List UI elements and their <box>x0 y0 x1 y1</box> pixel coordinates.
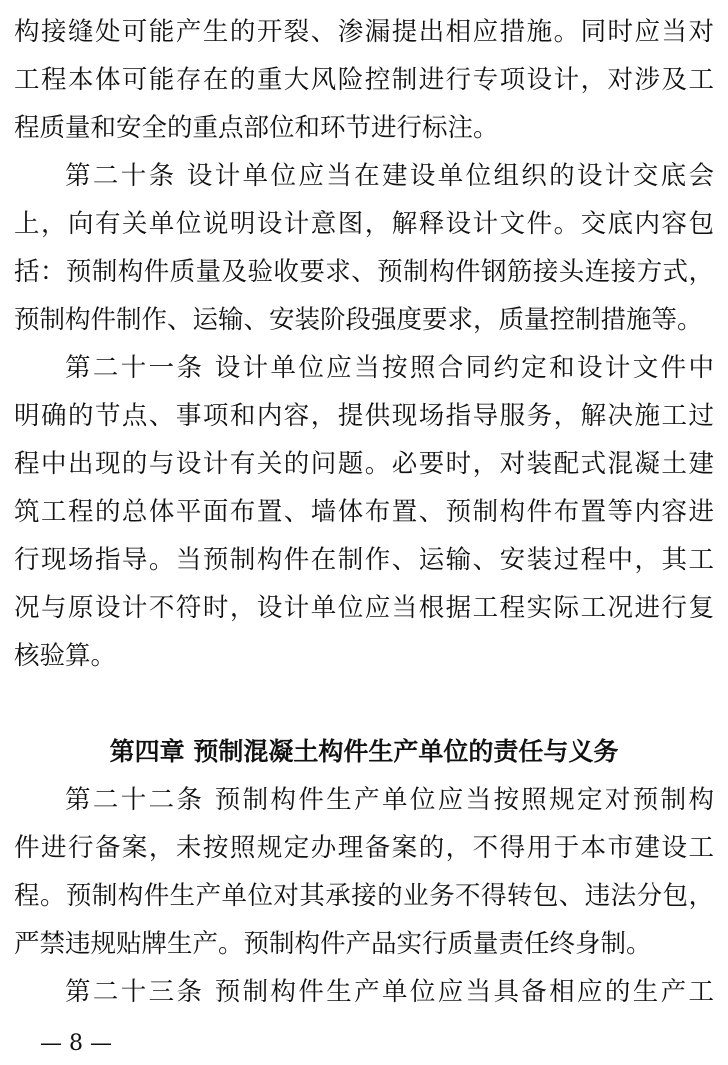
text-line: 程。预制构件生产单位对其承接的业务不得转包、违法分包， <box>14 881 714 911</box>
text-line: 构接缝处可能产生的开裂、渗漏提出相应措施。同时应当对 <box>14 17 714 47</box>
text-line: 括：预制构件质量及验收要求、预制构件钢筋接头连接方式， <box>14 257 714 287</box>
text-line: 工程本体可能存在的重大风险控制进行专项设计，对涉及工 <box>14 65 714 95</box>
text-line: 程质量和安全的重点部位和环节进行标注。 <box>14 113 499 143</box>
spacer <box>14 680 714 728</box>
text-line: 程中出现的与设计有关的问题。必要时，对装配式混凝土建 <box>14 449 714 479</box>
article-21-line: 第二十一条 设计单位应当按照合同约定和设计文件中 <box>65 353 714 383</box>
article-20-line: 第二十条 设计单位应当在建设单位组织的设计交底会 <box>65 161 714 191</box>
text-line: 件进行备案，未按照规定办理备案的，不得用于本市建设工 <box>14 833 714 863</box>
text-line: 预制构件制作、运输、安装阶段强度要求，质量控制措施等。 <box>14 305 703 335</box>
document-page <box>14 8 714 1016</box>
text-line: 上，向有关单位说明设计意图，解释设计文件。交底内容包 <box>14 209 714 239</box>
text-line: 行现场指导。当预制构件在制作、运输、安装过程中，其工 <box>14 545 714 575</box>
page-number: — 8 — <box>40 1031 112 1056</box>
text-line: 核验算。 <box>14 641 117 671</box>
text-line: 筑工程的总体平面布置、墙体布置、预制构件布置等内容进 <box>14 497 714 527</box>
text-line: 明确的节点、事项和内容，提供现场指导服务，解决施工过 <box>14 401 714 431</box>
chapter-heading: 第四章 预制混凝土构件生产单位的责任与义务 <box>109 737 619 766</box>
article-23-line: 第二十三条 预制构件生产单位应当具备相应的生产工 <box>65 977 714 1007</box>
text-line: 况与原设计不符时，设计单位应当根据工程实际工况进行复 <box>14 593 714 623</box>
article-22-line: 第二十二条 预制构件生产单位应当按照规定对预制构 <box>65 785 714 815</box>
text-line: 严禁违规贴牌生产。预制构件产品实行质量责任终身制。 <box>14 929 652 959</box>
